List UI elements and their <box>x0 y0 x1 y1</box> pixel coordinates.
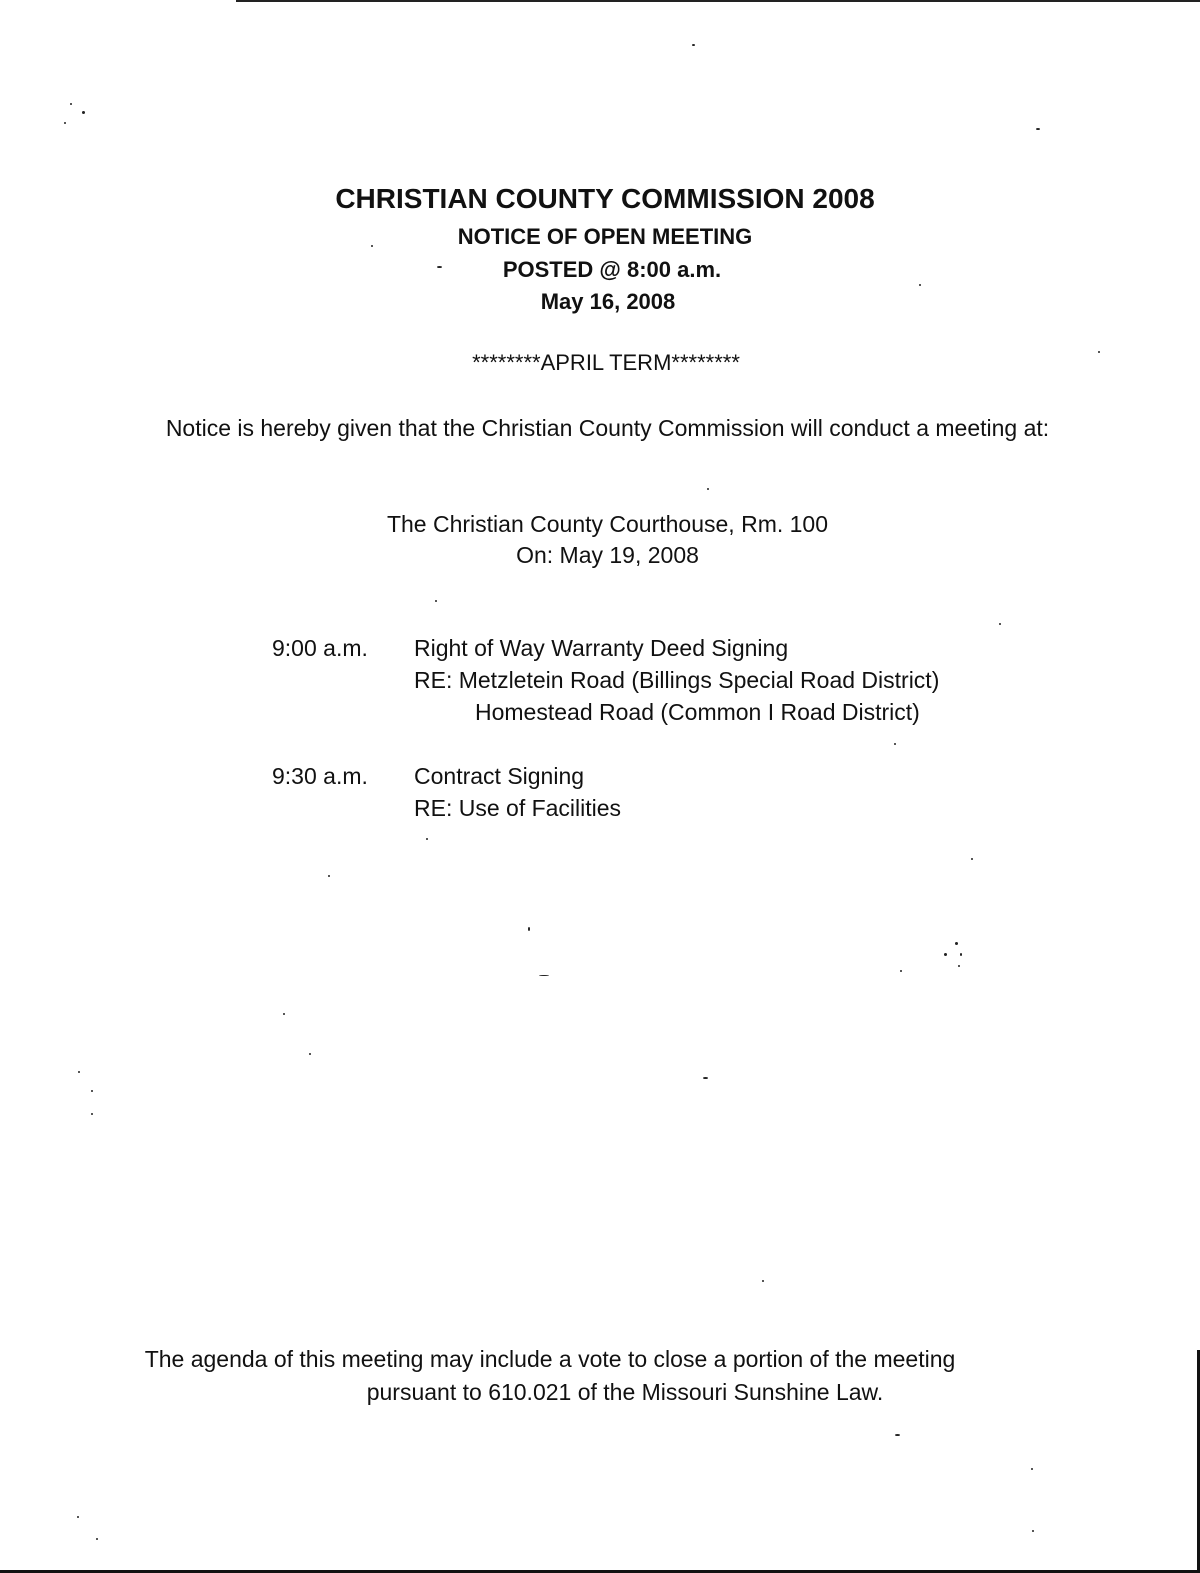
scan-speck <box>955 942 958 945</box>
scan-speck <box>1036 128 1040 130</box>
meeting-date: On: May 19, 2008 <box>516 542 699 568</box>
sunshine-law-footer <box>50 1343 1050 1409</box>
scan-speck <box>91 1113 93 1115</box>
scan-speck <box>283 1013 285 1015</box>
scan-speck <box>958 965 960 967</box>
scan-speck <box>426 838 428 840</box>
scan-speck <box>528 927 530 931</box>
scan-speck <box>328 875 330 877</box>
posted-time: POSTED @ 8:00 a.m. <box>502 257 722 282</box>
meeting-location-block <box>0 509 1200 571</box>
scan-edge-top <box>236 0 1200 2</box>
scan-speck <box>91 1090 93 1092</box>
scan-speck <box>999 623 1001 625</box>
scan-speck <box>762 1280 764 1282</box>
scan-speck <box>703 1077 708 1079</box>
scan-speck <box>1098 351 1100 353</box>
scan-speck <box>692 44 695 46</box>
agenda-description: Contract Signing <box>414 763 585 789</box>
scan-speck <box>435 600 437 602</box>
term-banner: ********APRIL TERM******** <box>472 350 740 375</box>
scan-speck <box>539 975 549 976</box>
notice-heading: NOTICE OF OPEN MEETING <box>457 224 753 249</box>
scan-speck <box>78 1071 80 1073</box>
scan-speck <box>437 266 442 268</box>
posted-date: May 16, 2008 <box>540 289 676 314</box>
agenda-time: 9:00 a.m. <box>272 635 368 661</box>
scan-speck <box>919 284 921 286</box>
scan-speck <box>70 103 72 105</box>
scan-speck <box>900 970 902 972</box>
scan-speck <box>64 122 66 124</box>
scan-speck <box>971 858 973 860</box>
scan-speck <box>371 245 373 247</box>
footer-line: pursuant to 610.021 of the Missouri Sunshine Law. <box>366 1379 884 1405</box>
intro-paragraph: Notice is hereby given that the Christian County Commission will conduct a meeting at: <box>165 415 1050 441</box>
scan-speck <box>77 1516 79 1518</box>
scan-speck <box>1032 1530 1034 1532</box>
scan-speck <box>82 111 85 114</box>
scan-speck <box>96 1538 98 1540</box>
scan-speck <box>894 743 896 745</box>
scan-speck <box>960 953 962 956</box>
scan-speck <box>1031 1468 1033 1470</box>
scan-speck <box>309 1053 311 1055</box>
scan-speck <box>707 488 709 490</box>
document-title: CHRISTIAN COUNTY COMMISSION 2008 <box>335 183 875 214</box>
agenda-description: Right of Way Warranty Deed Signing <box>414 635 789 661</box>
agenda-re-line: Homestead Road (Common I Road District) <box>475 699 920 725</box>
scan-speck <box>944 953 947 956</box>
agenda-time: 9:30 a.m. <box>272 763 368 789</box>
agenda-re-line: RE: Use of Facilities <box>414 795 622 821</box>
meeting-location: The Christian County Courthouse, Rm. 100 <box>386 511 829 537</box>
footer-line: The agenda of this meeting may include a vote to close a portion of the meeting <box>144 1346 956 1372</box>
agenda-re-line: RE: Metzletein Road (Billings Special Road District) <box>414 667 940 693</box>
scan-speck <box>895 1434 900 1436</box>
